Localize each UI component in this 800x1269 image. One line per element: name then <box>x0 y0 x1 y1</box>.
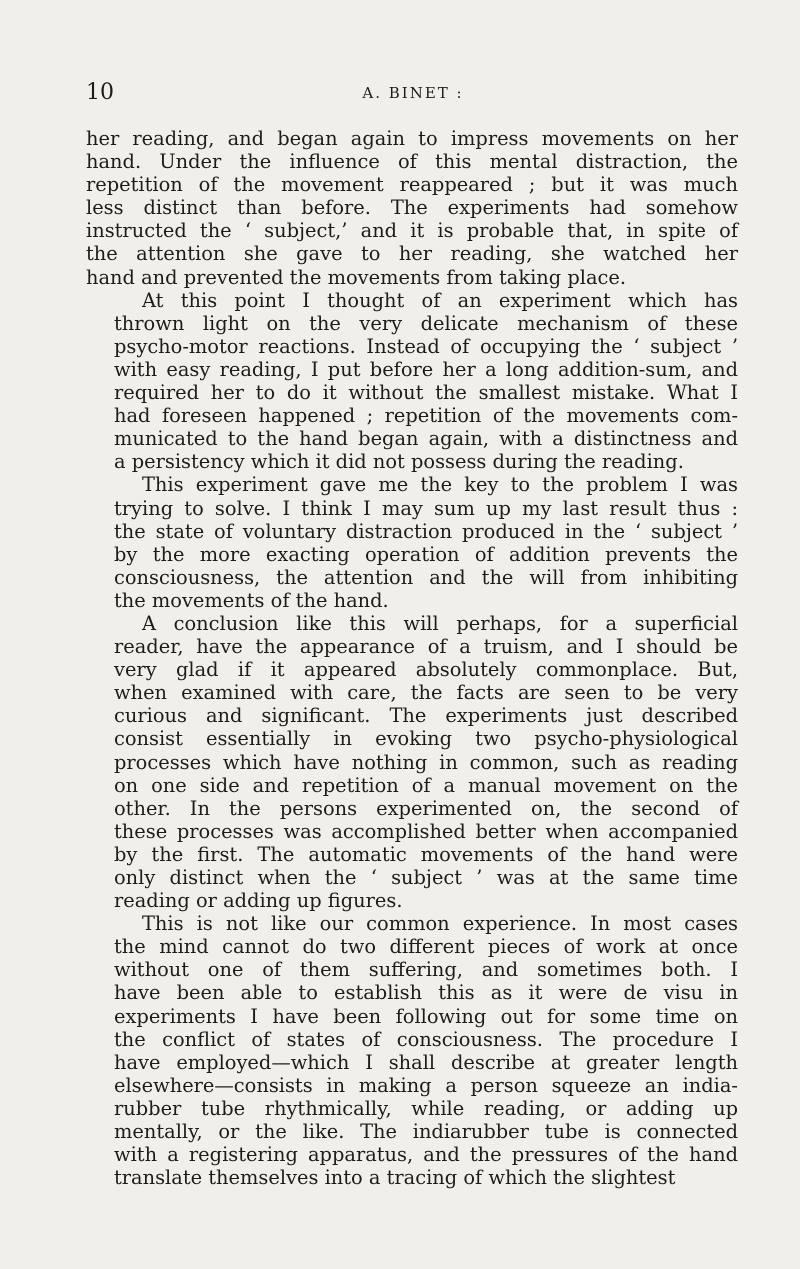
text-line: psycho-motor reactions. Instead of occupying the ‘ subject ’ <box>114 334 738 358</box>
text-line: thrown light on the very delicate mechanism of these <box>114 311 738 335</box>
text-line: This experiment gave me the key to the problem I was <box>142 473 738 497</box>
text-line: translate themselves into a tracing of which the slightest <box>114 1166 676 1190</box>
text-line: less distinct than before. The experiments had somehow <box>86 196 738 220</box>
text-line: municated to the hand began again, with a distinctness and <box>114 427 738 451</box>
text-line: by the more exacting operation of addition prevents the <box>114 542 738 566</box>
text-line: other. In the persons experimented on, the second of <box>114 796 738 820</box>
text-line: elsewhere—consists in making a person squeeze an india- <box>114 1073 738 1097</box>
text-line: her reading, and began again to impress movements on her <box>86 127 738 150</box>
text-line: very glad if it appeared absolutely commonplace. But, <box>114 658 738 682</box>
text-line: This is not like our common experience. In most cases <box>142 912 738 936</box>
text-line: when examined with care, the facts are seen to be very <box>114 681 738 705</box>
text-line: required her to do it without the smallest mistake. What I <box>114 381 738 405</box>
text-line: on one side and repetition of a manual movement on the <box>114 773 738 797</box>
text-line: reader, have the appearance of a truism, and I should be <box>114 635 738 659</box>
text-line: consist essentially in evoking two psycho-physiological <box>114 727 738 751</box>
body-text <box>86 127 738 1189</box>
text-line: the movements of the hand. <box>114 588 389 612</box>
paragraph <box>86 473 738 612</box>
text-line: have been able to establish this as it were de visu in <box>114 981 738 1005</box>
text-line: had foreseen happened ; repetition of the movements com- <box>114 404 738 428</box>
text-line: hand. Under the influence of this mental distraction, the <box>86 150 738 174</box>
text-line: without one of them suffering, and sometimes both. I <box>114 958 738 982</box>
text-line: a persistency which it did not possess during the reading. <box>114 450 684 474</box>
text-line: with a registering apparatus, and the pressures of the hand <box>114 1143 738 1167</box>
text-line: the conflict of states of consciousness. The procedure I <box>114 1027 738 1051</box>
text-line: by the first. The automatic movements of the hand were <box>114 842 738 866</box>
page-number: 10 <box>86 80 114 105</box>
text-line: trying to solve. I think I may sum up my last result thus : <box>114 496 738 520</box>
text-line: A conclusion like this will perhaps, for a superficial <box>142 611 738 635</box>
text-line: At this point I thought of an experiment which has <box>142 288 738 312</box>
text-line: only distinct when the ‘ subject ’ was at the same time <box>114 866 738 889</box>
text-line: these processes was accomplished better when accompanied <box>114 819 738 843</box>
text-line: the mind cannot do two different pieces of work at once <box>114 935 738 959</box>
text-line: rubber tube rhythmically, while reading, or adding up <box>114 1096 738 1120</box>
text-line: hand and prevented the movements from taking place. <box>86 265 627 289</box>
text-line: curious and significant. The experiments just described <box>114 704 738 728</box>
text-line: consciousness, the attention and the will from inhibiting <box>114 565 738 589</box>
text-line: with easy reading, I put before her a long addition-sum, and <box>114 357 738 381</box>
text-line: experiments I have been following out for some time on <box>114 1004 738 1028</box>
paragraph <box>86 912 738 1189</box>
text-line: the attention she gave to her reading, she watched her <box>86 242 738 266</box>
text-line: processes which have nothing in common, such as reading <box>114 750 738 774</box>
paragraph <box>86 127 738 289</box>
paragraph <box>86 289 738 474</box>
text-line: instructed the ‘ subject,’ and it is probable that, in spite of <box>86 219 738 243</box>
text-line: repetition of the movement reappeared ; but it was much <box>86 173 738 197</box>
page-header <box>86 80 740 110</box>
text-line: reading or adding up figures. <box>114 889 403 913</box>
text-line: have employed—which I shall describe at greater length <box>114 1050 738 1074</box>
text-line: mentally, or the like. The indiarubber tube is connected <box>114 1120 738 1144</box>
running-head: A. BINET : <box>362 84 464 102</box>
paragraph <box>86 612 738 912</box>
text-line: the state of voluntary distraction produced in the ‘ subject ’ <box>114 519 738 543</box>
